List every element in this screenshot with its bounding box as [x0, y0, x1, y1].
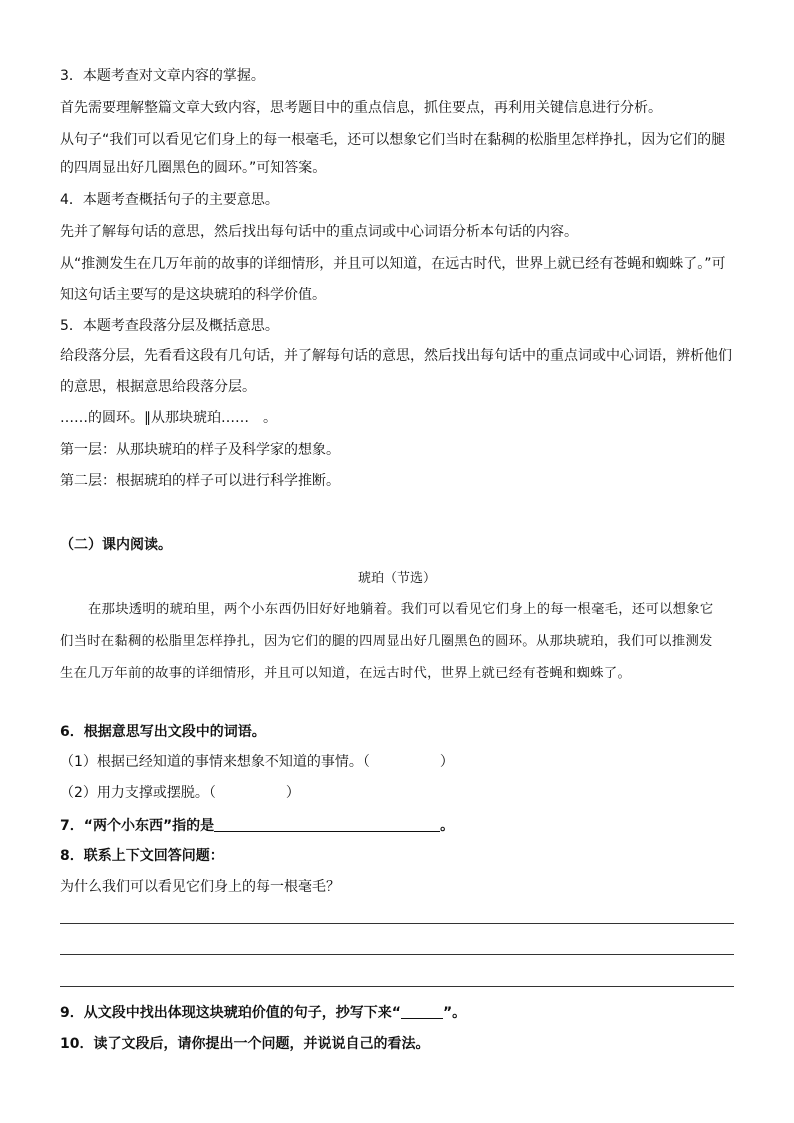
q6-item-1: （1）根据已经知道的事情来想象不知道的事情。（ ）	[60, 754, 454, 770]
q5-explanation-line2: 的意思，根据意思给段落分层。	[60, 379, 256, 395]
q6-heading: 6．根据意思写出文段中的词语。	[60, 724, 266, 740]
passage-line-1: 在那块透明的琥珀里，两个小东西仍旧好好地躺着。我们可以看见它们身上的每一根毫毛，还可以想象它	[88, 602, 714, 617]
q7-answer-blank[interactable]	[214, 815, 440, 832]
q7-line	[60, 815, 454, 836]
q10-heading: 10．读了文段后，请你提出一个问题，并说说自己的看法。	[60, 1036, 430, 1052]
q9-answer-blank[interactable]	[401, 1002, 443, 1019]
q9-suffix: ”。	[442, 1005, 467, 1021]
q5-layer2: 第二层：根据琥珀的样子可以进行科学推断。	[60, 473, 340, 489]
q5-heading: 5．本题考查段落分层及概括意思。	[60, 318, 279, 334]
q4-heading: 4．本题考查概括句子的主要意思。	[60, 192, 279, 208]
q4-explanation: 先并了解每句话的意思，然后找出每句话中的重点词或中心词语分析本句话的内容。	[60, 224, 578, 240]
q3-quote-line2: 的四周显出好几圈黑色的圆环。”可知答案。	[60, 160, 327, 176]
q7-prompt: 7．“两个小东西”指的是	[60, 818, 215, 834]
section-title: （二）课内阅读。	[60, 537, 172, 553]
passage-title: 琥珀（节选）	[357, 571, 436, 586]
q3-explanation: 首先需要理解整篇文章大致内容，思考题目中的重点信息，抓住要点，再利用关键信息进行分析。	[60, 100, 662, 116]
q4-quote-line2: 知这句话主要写的是这块琥珀的科学价值。	[60, 287, 326, 303]
passage-line-3: 生在几万年前的故事的详细情形，并且可以知道，在远古时代，世界上就已经有苍蝇和蜘蛛了。	[60, 666, 632, 681]
q8-answer-line-2[interactable]	[60, 954, 734, 955]
passage-body	[60, 594, 736, 690]
q9-prompt: 9．从文段中找出体现这块琥珀价值的句子，抄写下来“	[60, 1005, 401, 1021]
q8-question: 为什么我们可以看见它们身上的每一根毫毛？	[60, 879, 340, 895]
q9-line	[60, 1002, 466, 1023]
q8-answer-line-1[interactable]	[60, 923, 734, 924]
q5-explanation-line1: 给段落分层，先看看这段有几句话，并了解每句话的意思，然后找出每句话中的重点词或中心词语，辨析他们	[60, 348, 732, 364]
q6-item-2: （2）用力支撑或摆脱。（ ）	[60, 785, 300, 801]
q8-heading: 8．联系上下文回答问题：	[60, 848, 224, 864]
q3-quote-line1: 从句子“我们可以看见它们身上的每一根毫毛，还可以想象它们当时在黏稠的松脂里怎样挣扎，因为它们的腿	[60, 132, 726, 148]
q5-division: ……的圆环。∥从那块琥珀…… 。	[60, 410, 277, 426]
q3-heading: 3．本题考查对文章内容的掌握。	[60, 68, 265, 84]
q4-quote-line1: 从“推测发生在几万年前的故事的详细情形，并且可以知道，在远古时代，世界上就已经有苍蝇和蜘蛛了。”可	[60, 256, 726, 272]
q8-answer-line-3[interactable]	[60, 986, 734, 987]
q7-suffix: 。	[440, 818, 455, 834]
passage-line-2: 们当时在黏稠的松脂里怎样挣扎，因为它们的腿的四周显出好几圈黑色的圆环。从那块琥珀，我们可以推测发	[60, 634, 713, 649]
q5-layer1: 第一层：从那块琥珀的样子及科学家的想象。	[60, 442, 340, 458]
